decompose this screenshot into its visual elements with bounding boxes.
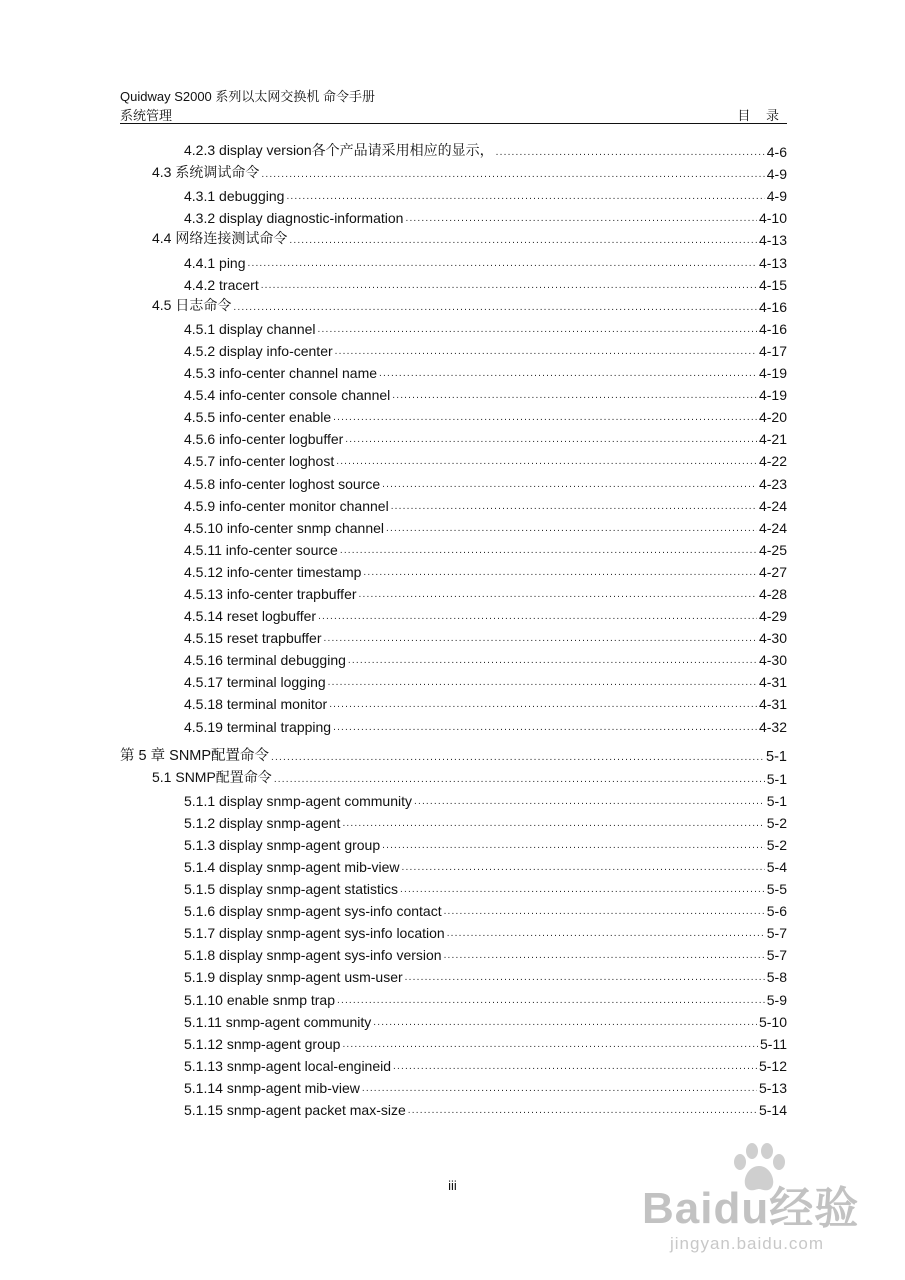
toc-dot-leader bbox=[444, 951, 765, 961]
toc-entry-page: 4-32 bbox=[758, 718, 787, 735]
toc-dot-leader bbox=[286, 192, 764, 202]
toc-entry-title: 5.1.15 snmp-agent packet max-size bbox=[184, 1102, 406, 1119]
toc-entry[interactable] bbox=[120, 381, 787, 403]
toc-entry-title: 4.5.18 terminal monitor bbox=[184, 696, 328, 713]
toc-entry-title: 4.5.10 info-center snmp channel bbox=[184, 519, 385, 536]
toc-dot-leader bbox=[359, 590, 757, 600]
toc-entry-title: 4.5 日志命令 bbox=[152, 296, 232, 313]
toc-dot-leader bbox=[393, 1062, 757, 1072]
toc-dot-leader bbox=[340, 546, 757, 556]
toc-entry[interactable] bbox=[120, 1008, 787, 1030]
toc-entry-page: 5-14 bbox=[758, 1102, 787, 1119]
toc-entry[interactable] bbox=[120, 337, 787, 359]
toc-entry[interactable] bbox=[120, 425, 787, 447]
toc-entry[interactable] bbox=[120, 712, 787, 734]
toc-entry-title: 4.5.5 info-center enable bbox=[184, 409, 332, 426]
toc-dot-leader bbox=[318, 612, 757, 622]
toc-entry-page: 4-27 bbox=[758, 563, 787, 580]
toc-entry-title: 4.4 网络连接测试命令 bbox=[152, 230, 288, 247]
toc-entry-page: 5-13 bbox=[758, 1079, 787, 1096]
toc-entry-title: 4.5.17 terminal logging bbox=[184, 674, 326, 691]
toc-entry[interactable] bbox=[120, 469, 787, 491]
toc-dot-leader bbox=[496, 148, 765, 158]
toc-entry[interactable] bbox=[120, 739, 787, 765]
toc-dot-leader bbox=[289, 236, 757, 246]
toc-dot-leader bbox=[414, 797, 765, 807]
toc-entry-page: 4-29 bbox=[758, 608, 787, 625]
toc-entry-title: 4.5.2 display info-center bbox=[184, 342, 333, 359]
toc-entry-page: 5-8 bbox=[766, 969, 787, 986]
toc-dot-leader bbox=[336, 457, 757, 467]
toc-dot-leader bbox=[318, 325, 757, 335]
toc-dot-leader bbox=[382, 841, 765, 851]
toc-entry-title: 4.3 系统调试命令 bbox=[152, 164, 260, 181]
toc-entry-title: 4.3.1 debugging bbox=[184, 188, 285, 205]
toc-dot-leader bbox=[261, 170, 764, 180]
toc-entry-title: 5.1.7 display snmp-agent sys-info location bbox=[184, 925, 445, 942]
toc-entry-page: 4-21 bbox=[758, 431, 787, 448]
toc-dot-leader bbox=[382, 480, 757, 490]
toc-entry[interactable] bbox=[120, 580, 787, 602]
toc-entry-page: 4-19 bbox=[758, 387, 787, 404]
toc-entry-page: 5-7 bbox=[766, 947, 787, 964]
toc-dot-leader bbox=[248, 259, 757, 269]
toc-entry[interactable] bbox=[120, 668, 787, 690]
toc-entry-title: 5.1.8 display snmp-agent sys-info version bbox=[184, 947, 442, 964]
page-number: iii bbox=[448, 1178, 457, 1193]
toc-entry-title: 5.1.5 display snmp-agent statistics bbox=[184, 881, 398, 898]
toc-entry-title: 4.5.14 reset logbuffer bbox=[184, 608, 317, 625]
toc-entry-title: 4.4.1 ping bbox=[184, 254, 246, 271]
toc-entry-page: 4-31 bbox=[758, 696, 787, 713]
toc-entry[interactable] bbox=[120, 558, 787, 580]
toc-dot-leader bbox=[405, 973, 765, 983]
toc-entry-page: 4-9 bbox=[766, 166, 787, 183]
toc-entry[interactable] bbox=[120, 853, 787, 875]
toc-entry-page: 4-24 bbox=[758, 497, 787, 514]
toc-entry[interactable] bbox=[120, 160, 787, 182]
toc-entry[interactable] bbox=[120, 1074, 787, 1096]
toc-dot-leader bbox=[392, 391, 757, 401]
manual-title: Quidway S2000 系列以太网交换机 命令手册 bbox=[120, 89, 376, 104]
toc-entry[interactable] bbox=[120, 602, 787, 624]
toc-entry-title: 4.5.8 info-center loghost source bbox=[184, 475, 381, 492]
toc-dot-leader bbox=[408, 1106, 757, 1116]
toc-entry[interactable] bbox=[120, 809, 787, 831]
toc-entry[interactable] bbox=[120, 875, 787, 897]
toc-entry-title: 第 5 章 SNMP配置命令 bbox=[120, 747, 270, 764]
baidu-jingyan-watermark bbox=[640, 1142, 880, 1270]
toc-entry-page: 5-11 bbox=[760, 1035, 787, 1052]
toc-entry-title: 4.5.16 terminal debugging bbox=[184, 652, 346, 669]
toc-dot-leader bbox=[402, 863, 765, 873]
toc-entry-page: 5-2 bbox=[766, 836, 787, 853]
toc-entry-page: 4-15 bbox=[758, 276, 787, 293]
toc-entry-page: 5-10 bbox=[758, 1013, 787, 1030]
toc-entry-title: 5.1.11 snmp-agent community bbox=[184, 1013, 372, 1030]
toc-entry[interactable] bbox=[120, 787, 787, 809]
toc-entry-title: 5.1.4 display snmp-agent mib-view bbox=[184, 859, 400, 875]
toc-entry-page: 4-23 bbox=[758, 475, 787, 492]
toc-entry-page: 4-30 bbox=[758, 630, 787, 647]
toc-dot-leader bbox=[405, 214, 757, 224]
toc-entry-title: 5.1.3 display snmp-agent group bbox=[184, 836, 381, 853]
toc-dot-leader bbox=[233, 303, 757, 313]
toc-entry-title: 4.5.9 info-center monitor channel bbox=[184, 497, 389, 514]
toc-entry-title: 4.5.11 info-center source bbox=[184, 541, 338, 558]
toc-entry-title: 4.2.3 display version各个产品请采用相应的显示， bbox=[184, 142, 494, 159]
toc-entry[interactable] bbox=[120, 1096, 787, 1118]
toc-entry-page: 4-10 bbox=[758, 210, 787, 227]
toc-entry-title: 4.3.2 display diagnostic-information bbox=[184, 210, 404, 227]
toc-dot-leader bbox=[348, 656, 757, 666]
toc-dot-leader bbox=[345, 435, 757, 445]
toc-dot-leader bbox=[391, 502, 757, 512]
toc-entry-page: 4-9 bbox=[766, 188, 787, 205]
toc-entry-page: 5-1 bbox=[766, 792, 787, 809]
toc-entry-title: 4.5.7 info-center loghost bbox=[184, 453, 335, 470]
toc-entry-page: 4-30 bbox=[758, 652, 787, 669]
toc-entry-page: 4-13 bbox=[758, 232, 787, 249]
toc-entry-title: 5.1.14 snmp-agent mib-view bbox=[184, 1079, 360, 1096]
toc-entry-page: 4-28 bbox=[758, 585, 787, 602]
toc-dot-leader bbox=[333, 723, 757, 733]
toc-entry-page: 5-4 bbox=[766, 859, 787, 875]
toc-entry-page: 4-25 bbox=[758, 541, 787, 558]
section-title: 系统管理 bbox=[120, 108, 173, 123]
toc-dot-leader bbox=[386, 524, 757, 534]
toc-entry-title: 4.5.1 display channel bbox=[184, 320, 316, 337]
toc-entry[interactable] bbox=[120, 765, 787, 787]
toc-dot-leader bbox=[324, 634, 757, 644]
toc-dot-leader bbox=[363, 568, 757, 578]
toc-dot-leader bbox=[274, 775, 765, 785]
toc-entry-page: 5-9 bbox=[766, 991, 787, 1008]
toc-entry[interactable] bbox=[120, 985, 787, 1007]
toc-dot-leader bbox=[379, 369, 757, 379]
toc-entry-page: 5-1 bbox=[766, 748, 787, 765]
toc-dot-leader bbox=[333, 413, 757, 423]
toc-dot-leader bbox=[261, 281, 757, 291]
toc-entry[interactable] bbox=[120, 690, 787, 712]
toc-entry-title: 5.1.1 display snmp-agent community bbox=[184, 792, 412, 809]
toc-entry[interactable] bbox=[120, 226, 787, 248]
toc-entry[interactable] bbox=[120, 447, 787, 469]
toc-label: 目 录 bbox=[737, 108, 785, 123]
toc-entry-page: 4-16 bbox=[758, 298, 787, 315]
toc-entry-page: 5-1 bbox=[766, 770, 787, 787]
toc-entry[interactable] bbox=[120, 492, 787, 514]
toc-dot-leader bbox=[444, 907, 765, 917]
toc-entry[interactable] bbox=[120, 248, 787, 270]
toc-entry-page: 4-31 bbox=[758, 674, 787, 691]
toc-entry-page: 5-6 bbox=[766, 903, 787, 920]
toc-entry-title: 4.5.19 terminal trapping bbox=[184, 718, 332, 735]
toc-dot-leader bbox=[447, 929, 765, 939]
toc-entry[interactable] bbox=[120, 315, 787, 337]
toc-entry[interactable] bbox=[120, 182, 787, 204]
toc-entry-page: 4-24 bbox=[758, 519, 787, 536]
toc-dot-leader bbox=[335, 347, 757, 357]
toc-entry[interactable] bbox=[120, 1030, 787, 1052]
toc-entry-page: 4-17 bbox=[758, 342, 787, 359]
toc-entry[interactable] bbox=[120, 536, 787, 558]
toc-entry[interactable] bbox=[120, 941, 787, 963]
toc-entry-title: 4.5.15 reset trapbuffer bbox=[184, 630, 322, 647]
toc-entry[interactable] bbox=[120, 624, 787, 646]
toc-entry[interactable] bbox=[120, 271, 787, 293]
toc-entry[interactable] bbox=[120, 514, 787, 536]
toc-entry-page: 4-13 bbox=[758, 254, 787, 271]
toc-entry-title: 4.5.3 info-center channel name bbox=[184, 365, 378, 382]
toc-entry-title: 5.1.2 display snmp-agent bbox=[184, 814, 341, 831]
header-rule bbox=[120, 123, 787, 124]
toc-entry[interactable] bbox=[120, 293, 787, 315]
toc-dot-leader bbox=[271, 753, 764, 763]
toc-entry-page: 5-12 bbox=[758, 1057, 787, 1074]
toc-entry-page: 4-16 bbox=[758, 320, 787, 337]
toc-entry-title: 4.4.2 tracert bbox=[184, 276, 259, 293]
watermark-url: jingyan.baidu.com bbox=[670, 1234, 825, 1253]
toc-entry-page: 4-19 bbox=[758, 365, 787, 382]
toc-dot-leader bbox=[342, 1040, 758, 1050]
toc-dot-leader bbox=[342, 819, 764, 829]
toc-dot-leader bbox=[373, 1018, 757, 1028]
toc-dot-leader bbox=[337, 996, 765, 1006]
toc-entry[interactable] bbox=[120, 359, 787, 381]
toc-entry-page: 5-7 bbox=[766, 925, 787, 942]
toc-dot-leader bbox=[328, 678, 757, 688]
toc-entry[interactable] bbox=[120, 919, 787, 941]
toc-entry-page: 5-5 bbox=[766, 881, 787, 898]
toc-entry-page: 4-6 bbox=[766, 144, 787, 161]
toc-entry-title: 5.1 SNMP配置命令 bbox=[152, 768, 272, 785]
toc-dot-leader bbox=[362, 1084, 757, 1094]
toc-entry[interactable] bbox=[120, 1052, 787, 1074]
toc-entry[interactable] bbox=[120, 138, 787, 160]
toc-entry-title: 5.1.6 display snmp-agent sys-info contact bbox=[184, 903, 442, 920]
toc-entry[interactable] bbox=[120, 963, 787, 985]
toc-entry-title: 5.1.13 snmp-agent local-engineid bbox=[184, 1057, 392, 1074]
toc-entry[interactable] bbox=[120, 897, 787, 919]
toc-entry-title: 5.1.9 display snmp-agent usm-user bbox=[184, 969, 403, 986]
toc-entry-title: 4.5.4 info-center console channel bbox=[184, 387, 391, 404]
toc-entry-page: 5-2 bbox=[766, 814, 787, 831]
toc-entry-page: 4-20 bbox=[758, 409, 787, 426]
toc-entry-title: 4.5.13 info-center trapbuffer bbox=[184, 585, 357, 602]
toc-entry[interactable] bbox=[120, 403, 787, 425]
toc-dot-leader bbox=[400, 885, 765, 895]
toc-entry-title: 4.5.12 info-center timestamp bbox=[184, 563, 362, 580]
toc-entry-title: 4.5.6 info-center logbuffer bbox=[184, 431, 344, 448]
toc-entry[interactable] bbox=[120, 831, 787, 853]
toc-entry-title: 5.1.12 snmp-agent group bbox=[184, 1035, 341, 1052]
toc-dot-leader bbox=[329, 700, 757, 710]
toc-entry[interactable] bbox=[120, 646, 787, 668]
toc-entry[interactable] bbox=[120, 204, 787, 226]
table-of-contents bbox=[120, 138, 787, 1118]
toc-entry-title: 5.1.10 enable snmp trap bbox=[184, 991, 335, 1008]
watermark-brand: Baidu经验 bbox=[642, 1184, 860, 1233]
toc-entry-page: 4-22 bbox=[758, 453, 787, 470]
